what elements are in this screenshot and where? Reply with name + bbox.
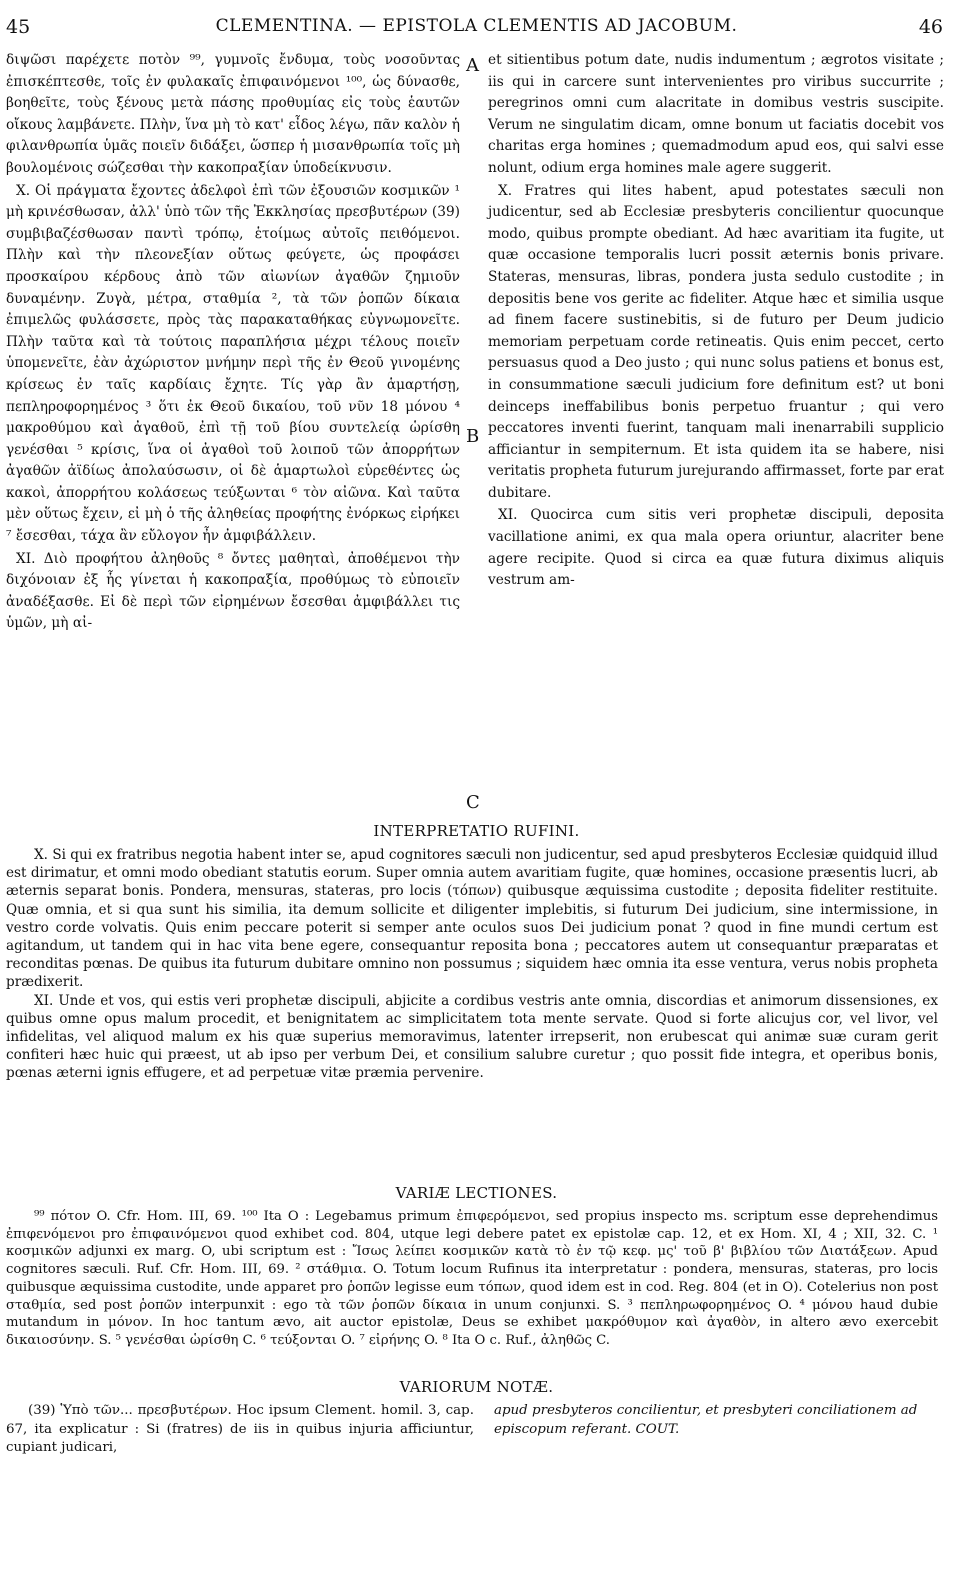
variae-lectiones	[6, 1208, 938, 1350]
greek-paragraph-1: διψῶσι παρέχετε ποτὸν ⁹⁹, γυμνοῖς ἔνδυμα, τοὺς νοσοῦντας ἐπισκέπτεσθε, τοῖς ἐν φυλακαῖς ἐπιφαινόμενοι ¹⁰⁰, ὡς δύνασθε, βοηθεῖτε, τοὺς ξένους μετὰ πάσης προθυμίας εἰς τοὺς ἑαυτῶν οἴκους λαμβάνετε. Πλὴν, ἵνα μὴ τὸ κατ' εἶδος λέγω, πᾶν καλὸν ἡ φιλανθρωπία ὑμᾶς ποιεῖν διδάξει, ὥσπερ ἡ μισανθρωπία τοῖς μὴ βουλομένοις σώζεσθαι τὴν κακοπραξίαν ὑποδείκνυσιν.	[6, 52, 460, 176]
notae-heading: VARIORUM NOTÆ.	[399, 1378, 554, 1396]
greek-paragraph-xi: XI. Διὸ προφήτου ἀληθοῦς ⁸ ὄντες μαθηταὶ, ἀποθέμενοι τὴν διχόνοιαν ἐξ ἧς γίνεται ἡ κακοπραξία, προθύμως τὸ εὐποιεῖν ἀναδέξασθε. Εἰ δὲ περὶ τῶν εἰρημένων ἔσεσθαι ἀμφιβάλλει τις ὑμῶν, μὴ αἰ-	[6, 550, 460, 632]
greek-text-column	[6, 50, 460, 635]
interpretatio-heading: INTERPRETATIO RUFINI.	[373, 822, 580, 840]
notae-right-column	[494, 1402, 938, 1439]
notae-left-column	[6, 1402, 474, 1458]
page-number-left: 45	[6, 16, 31, 38]
latin-paragraph-xi: XI. Quocirca cum sitis veri prophetæ discipuli, deposita vacillatione animi, ex qua mala opera oriuntur, alacriter bene agere recipite. Quod si circa ea quæ futura diximus aliquis vestrum am-	[488, 507, 944, 589]
latin-paragraph-1: et sitientibus potum date, nudis indumentum ; ægrotos visitate ; iis qui in carcere sunt intervenientes pro viribus succurrite ; peregrinos omni cum alacritate in domibus vestris suscipite. Verum ne singulatim dicam, omne bonum ut faciatis docebit vos charitas erga homines ; quemadmodum apud eos, qui salvi esse nolunt, odium erga homines male agere suggerit.	[488, 52, 944, 176]
greek-paragraph-x: X. Οἱ πράγματα ἔχοντες ἀδελφοὶ ἐπὶ τῶν ἐξουσιῶν κοσμικῶν ¹ μὴ κρινέσθωσαν, ἀλλ' ὑπὸ τῶν τῆς Ἐκκλησίας πρεσβυτέρων (39) συμβιβαζέσθωσαν παντὶ τρόπῳ, ἑτοίμως αὐτοῖς πειθόμενοι. Πλὴν καὶ τὴν πλεονεξίαν οὕτως φεύγετε, ὡς προφάσει προσκαίρου κέρδους ἀπὸ τῶν αἰωνίων ἀγαθῶν ζημιοῦν δυναμένην. Ζυγὰ, μέτρα, σταθμία ², τὰ τῶν ῥοπῶν δίκαια ἐπιμελῶς φυλάσσετε, πρὸς τὰς παρακαταθήκας εὐγνωμονεῖτε. Πλὴν ταῦτα καὶ τὰ τούτοις παραπλήσια μέχρι τέλους ποιεῖν ὑπομενεῖτε, ἐὰν ἀχώριστον μνήμην περὶ τῆς ἐν Θεοῦ γινομένης κρίσεως ἐν ταῖς καρδίαις ἔχητε. Τίς γὰρ ἂν ἁμαρτήσῃ, πεπληροφορημένος ³ ὅτι ἐκ Θεοῦ δικαίου, τοῦ νῦν 18 μόνου ⁴ μακροθύμου καὶ ἀγαθοῦ, ἐπὶ τῇ τοῦ βίου συντελείᾳ ὡρίσθη γενέσθαι ⁵ κρίσις, ἵνα οἱ ἀγαθοὶ τοῦ λοιποῦ τῶν ἀπορρήτων ἀγαθῶν ἀϊδίως ἀπολαύσωσιν, οἱ δὲ ἁμαρτωλοὶ εὑρεθέντες ὡς κακοὶ, ἀπορρήτου κολάσεως τεύξωνται ⁶ τὸν αἰῶνα. Καὶ ταῦτα μὲν οὕτως ἔχειν, εἰ μὴ ὁ τῆς ἀληθείας προφήτης ἐνόρκως εἰρήκει ⁷ ἔσεσθαι, τάχα ἂν εὔλογον ἦν ἀμφιβάλλειν.	[6, 182, 460, 545]
margin-letter-b: B	[466, 426, 480, 447]
interpretatio-rufini	[6, 846, 938, 1083]
variae-heading: VARIÆ LECTIONES.	[395, 1184, 558, 1202]
page-number-right: 46	[918, 16, 943, 38]
rufini-paragraph-x: X. Si qui ex fratribus negotia habent inter se, apud cognitores sæculi non judicentur, sed apud presbyteros Ecclesiæ quidquid illud est dirimatur, et omni modo obediant statutis eorum. Super omnia autem avaritiam fugite, quæ homines, occasione præsentis lucri, ab æternis separat bonis. Pondera, mensuras, stateras, pro locis (τόπων) quibusque æquissima custodite ; deposita fideliter restituite. Quæ omnia, et si qua sunt his similia, ita demum sollicite et diligenter implebitis, si futurum Dei judicium, sine intermissione, in vestro corde volvatis. Quis enim peccare poterit si semper ante oculos suos Dei judicium ponat ? quod in fine mundi certum est agitandum, ut tandem qui in hac vita bene egere, consequantur reposita bona ; peccatores autem ut consequantur præparatas et reconditas pœnas. De quibus ita futurum dubitare omnino non possumus ; siquidem hæc omnia ita esse ventura, verus nobis propheta prædixerit.	[6, 847, 938, 991]
margin-letter-a: A	[466, 55, 479, 76]
margin-letter-c: C	[466, 792, 480, 813]
page-title: CLEMENTINA. — EPISTOLA CLEMENTIS AD JACOBUM.	[215, 16, 738, 36]
running-header	[6, 16, 947, 42]
variae-text: ⁹⁹ πότον O. Cfr. Hom. III, 69. ¹⁰⁰ Ita O : Legebamus primum ἐπιφερόμενοι, sed propius inspecto ms. scriptum esse deprehendimus ἐπιφενόμενοι pro ἐπιφαινόμενοι quod exhibet cod. 804, utque legi debere patet ex epistolæ cap. 12, et ex Hom. XI, 4 ; XII, 32. C. ¹ κοσμικῶν adjunxi ex marg. O, ubi scriptum est : Ἴσως λείπει κοσμικῶν κατὰ τὸ ἐν τῷ κεφ. μς' τοῦ β' βιβλίου τῶν Διατάξεων. Apud cognitores sæculi. Ruf. Cfr. Hom. III, 69. ² στάθμια. O. Totum locum Rufinus ita interpretatur : pondera, mensuras, stateras, pro locis quibusque æquissima custodite, unde apparet pro ῥοπῶν legisse eum τόπων, quod idem est in cod. Reg. 804 (et in O). Cotelerius non post σταθμία, sed post ῥοπῶν interpunxit : ego τὰ τῶν ῥοπῶν δίκαια in unum conjunxi. S. ³ πεπληρωφορημένος O. ⁴ μόνου haud dubie mutandum in μόνον. In hoc tantum ævo, ait auctor epistolæ, Deus se exhibet μακρόθυμον καὶ ἀγαθὸν, in altero ævo exercebit δικαιοσύνην. S. ⁵ γενέσθαι ὡρίσθη C. ⁶ τεύξονται O. ⁷ εἰρήνης O. ⁸ Ita O c. Ruf., ἀληθῶς C.	[6, 1209, 938, 1348]
notae-left-text: (39) Ὑπὸ τῶν... πρεσβυτέρων. Hoc ipsum Clement. homil. 3, cap. 67, ita explicatur : Si (fratres) de iis in quibus injuria afficiuntur, cupiant judicari,	[6, 1403, 474, 1455]
latin-text-column	[488, 50, 944, 592]
rufini-paragraph-xi: XI. Unde et vos, qui estis veri prophetæ discipuli, abjicite a cordibus vestris ante omnia, discordias et animorum dissensiones, ex quibus omne opus malum procedit, et benignitatem ac simplicitatem tota mente servate. Quod si forte alicujus cor, vel livor, vel infidelitas, vel aliquod malum ex his quæ superius memoravimus, latenter irrepserit, non erubescat qui animæ suæ curam gerit confiteri hæc huic qui præest, ut ab ipso per verbum Dei, et consilium salubre curetur ; quo possit fide integra, et operibus bonis, pœnas æterni ignis effugere, et ad perpetuæ vitæ præmia pervenire.	[6, 992, 938, 1082]
latin-paragraph-x: X. Fratres qui lites habent, apud potestates sæculi non judicentur, sed ab Ecclesiæ presbyteris concilientur quocunque modo, quibus prompte obediant. Ad hæc avaritiam ita fugite, ut quæ occasione temporalis lucri possit æternis bonis privare. Stateras, mensuras, libras, pondera justa sedulo custodite ; in depositis bene vos gerite ac fideliter. Atque hæc et similia usque ad finem facere sustinebitis, si de futuro per Deum judicio memoriam perpetuam corde retineatis. Quis enim peccet, certo persuasus quod a Deo justo ; qui nunc solus patiens et bonus est, in consummatione sæculi judicium fore definitum est? ut boni deinceps ineffabilibus bonis perpetuo fruantur ; qui vero peccatores inventi fuerint, tanquam mali inenarrabili supplicio afficiantur in sempiternum. Et ista quidem ita se habere, nisi veritatis propheta futurum jurejurando affirmasset, forte par erat dubitare.	[488, 182, 944, 501]
notae-right-text: apud presbyteros concilientur, et presbyteri conciliationem ad episcopum referant. COUT.	[494, 1403, 918, 1437]
